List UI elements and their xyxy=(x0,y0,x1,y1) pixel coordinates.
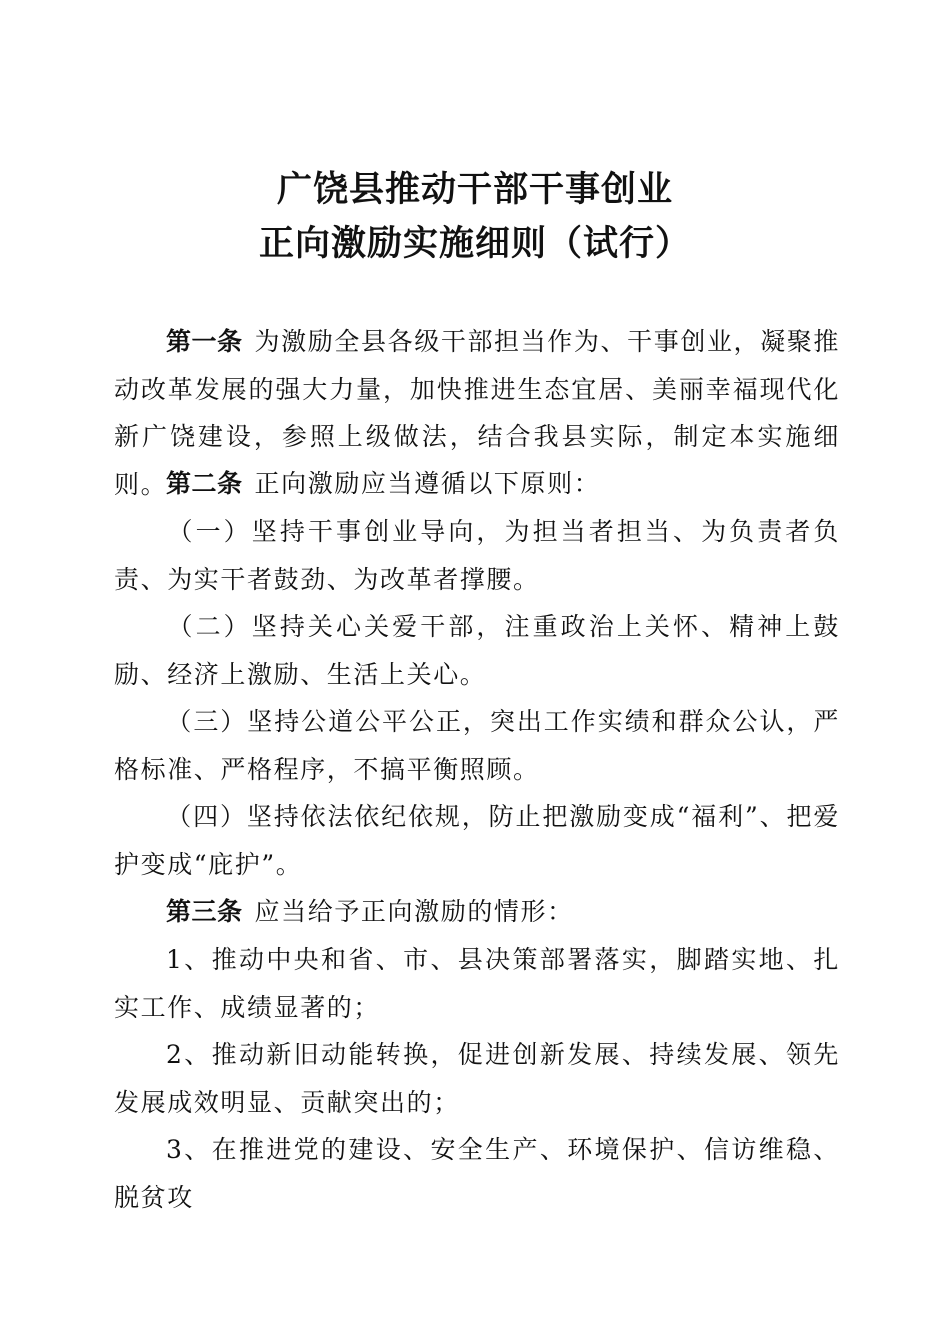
principle-4-paragraph xyxy=(114,793,840,888)
situation-1-paragraph xyxy=(114,936,840,1031)
article-heading: 第三条 xyxy=(166,897,243,926)
principle-2-paragraph xyxy=(114,603,840,698)
paragraph-text: （四）坚持依法依纪依规，防止把激励变成“福利”、把爱护变成“庇护”。 xyxy=(114,802,840,879)
paragraph-text: 为激励全县各级干部担当作为、干事创业，凝聚推动改革发展的强大力量，加快推进生态宜居、美丽幸福现代化新广饶建设，参照上级做法，结合我县实际，制定本实施细则。 xyxy=(114,327,840,499)
article-heading: 第一条 xyxy=(166,327,243,356)
situation-3-paragraph xyxy=(114,1126,840,1221)
paragraph-text: （一）坚持干事创业导向，为担当者担当、为负责者负责、为实干者鼓劲、为改革者撑腰。 xyxy=(114,517,840,594)
paragraph-text: 3、在推进党的建设、安全生产、环境保护、信访维稳、脱贫攻 xyxy=(114,1135,840,1212)
paragraph-text: （三）坚持公道公平公正，突出工作实绩和群众公认，严格标准、严格程序，不搞平衡照顾。 xyxy=(114,707,840,784)
paragraph-text: 2、推动新旧动能转换，促进创新发展、持续发展、领先发展成效明显、贡献突出的； xyxy=(114,1040,840,1117)
paragraph-text: 正向激励应当遵循以下原则： xyxy=(254,469,601,498)
document-title-line2: 正向激励实施细则（试行） xyxy=(258,224,691,264)
article-heading: 第二条 xyxy=(166,469,243,498)
paragraph-text: （二）坚持关心关爱干部，注重政治上关怀、精神上鼓励、经济上激励、生活上关心。 xyxy=(114,612,840,689)
principle-3-paragraph xyxy=(114,698,840,793)
paragraph-text: 应当给予正向激励的情形： xyxy=(254,897,574,926)
article-3-paragraph xyxy=(114,888,840,936)
paragraph-text: 1、推动中央和省、市、县决策部署落实，脚踏实地、扎实工作、成绩显著的； xyxy=(114,945,840,1022)
article-2-paragraph xyxy=(114,460,840,508)
principle-1-paragraph xyxy=(114,508,840,603)
situation-2-paragraph xyxy=(114,1031,840,1126)
document-title-line1: 广饶县推动干部干事创业 xyxy=(276,170,673,210)
